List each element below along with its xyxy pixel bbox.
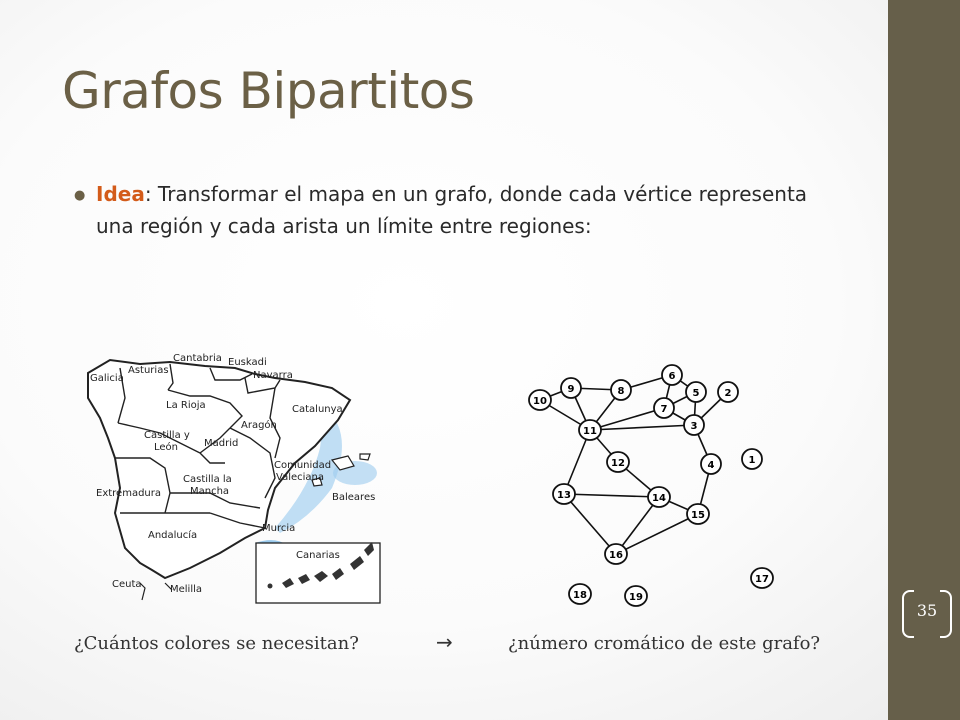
- label-cantabria: Cantabria: [173, 353, 222, 364]
- node-3: [684, 415, 704, 435]
- node-10: [529, 390, 551, 410]
- bullet-body: : Transformar el mapa en un grafo, donde cada vértice representa una región y cada arista un límite entre regiones:: [96, 182, 808, 238]
- label-euskadi: Euskadi: [228, 357, 267, 368]
- node-14: [648, 487, 670, 507]
- node-label-13: 13: [557, 490, 571, 501]
- graph-nodes: [529, 365, 773, 606]
- label-extremadura: Extremadura: [96, 488, 161, 499]
- label-aragon: Aragón: [241, 420, 277, 431]
- node-19: [625, 586, 647, 606]
- answer-caption: ¿número cromático de este grafo?: [508, 633, 821, 654]
- node-17: [751, 568, 773, 588]
- node-label-7: 7: [660, 404, 668, 415]
- node-label-6: 6: [668, 371, 676, 382]
- label-la-rioja: La Rioja: [166, 400, 206, 411]
- node-label-16: 16: [609, 550, 623, 561]
- node-4: [701, 454, 721, 474]
- node-label-19: 19: [629, 592, 643, 603]
- node-2: [718, 382, 738, 402]
- label-ceuta: Ceuta: [112, 579, 142, 590]
- node-label-9: 9: [567, 384, 575, 395]
- node-label-14: 14: [652, 493, 666, 504]
- label-leon: León: [154, 442, 179, 453]
- bullet-text: [96, 178, 836, 242]
- label-andalucia: Andalucía: [148, 530, 198, 541]
- label-valeciana: Valeciana: [276, 472, 324, 483]
- label-madrid: Madrid: [204, 438, 239, 449]
- node-13: [553, 484, 575, 504]
- page-number: 35: [916, 601, 938, 620]
- node-label-11: 11: [583, 426, 597, 437]
- page-number-badge: [902, 590, 952, 636]
- node-5: [686, 382, 706, 402]
- node-18: [569, 584, 591, 604]
- node-label-10: 10: [533, 396, 547, 407]
- node-label-5: 5: [692, 388, 700, 399]
- node-11: [579, 420, 601, 440]
- node-label-15: 15: [691, 510, 705, 521]
- node-label-18: 18: [573, 590, 587, 601]
- label-murcia: Murcia: [262, 523, 296, 534]
- label-melilla: Melilla: [170, 584, 203, 595]
- right-arrow-icon: →: [436, 630, 453, 654]
- bullet-keyword: Idea: [96, 182, 145, 206]
- label-navarra: Navarra: [253, 370, 293, 381]
- bullet-dot-icon: ●: [74, 188, 86, 203]
- node-7: [654, 398, 674, 418]
- node-1: [742, 449, 762, 469]
- node-label-17: 17: [755, 574, 769, 585]
- label-castilla-la: Castilla la: [183, 474, 232, 485]
- node-label-12: 12: [611, 458, 625, 469]
- node-label-2: 2: [724, 388, 732, 399]
- label-asturias: Asturias: [128, 365, 169, 376]
- label-baleares: Baleares: [332, 492, 376, 503]
- edge-13-14: [564, 494, 659, 497]
- label-castilla-y: Castilla y: [144, 430, 190, 441]
- label-galicia: Galicia: [90, 373, 124, 384]
- edge-15-16: [616, 514, 698, 554]
- label-comunidad: Comunidad: [274, 460, 332, 471]
- node-12: [607, 452, 629, 472]
- slide-title: Grafos Bipartitos: [62, 62, 475, 120]
- label-canarias: Canarias: [296, 550, 340, 561]
- node-label-1: 1: [748, 455, 756, 466]
- edge-13-16: [564, 494, 616, 554]
- node-label-8: 8: [617, 386, 625, 397]
- question-caption: ¿Cuántos colores se necesitan?: [74, 633, 359, 654]
- region-graph: [522, 362, 782, 608]
- node-9: [561, 378, 581, 398]
- node-label-3: 3: [690, 421, 698, 432]
- node-15: [687, 504, 709, 524]
- node-label-4: 4: [707, 460, 715, 471]
- node-6: [662, 365, 682, 385]
- node-8: [611, 380, 631, 400]
- node-16: [605, 544, 627, 564]
- label-mancha: Mancha: [190, 486, 230, 497]
- spain-regions-map: [70, 338, 395, 610]
- label-catalunya: Catalunya: [292, 404, 343, 415]
